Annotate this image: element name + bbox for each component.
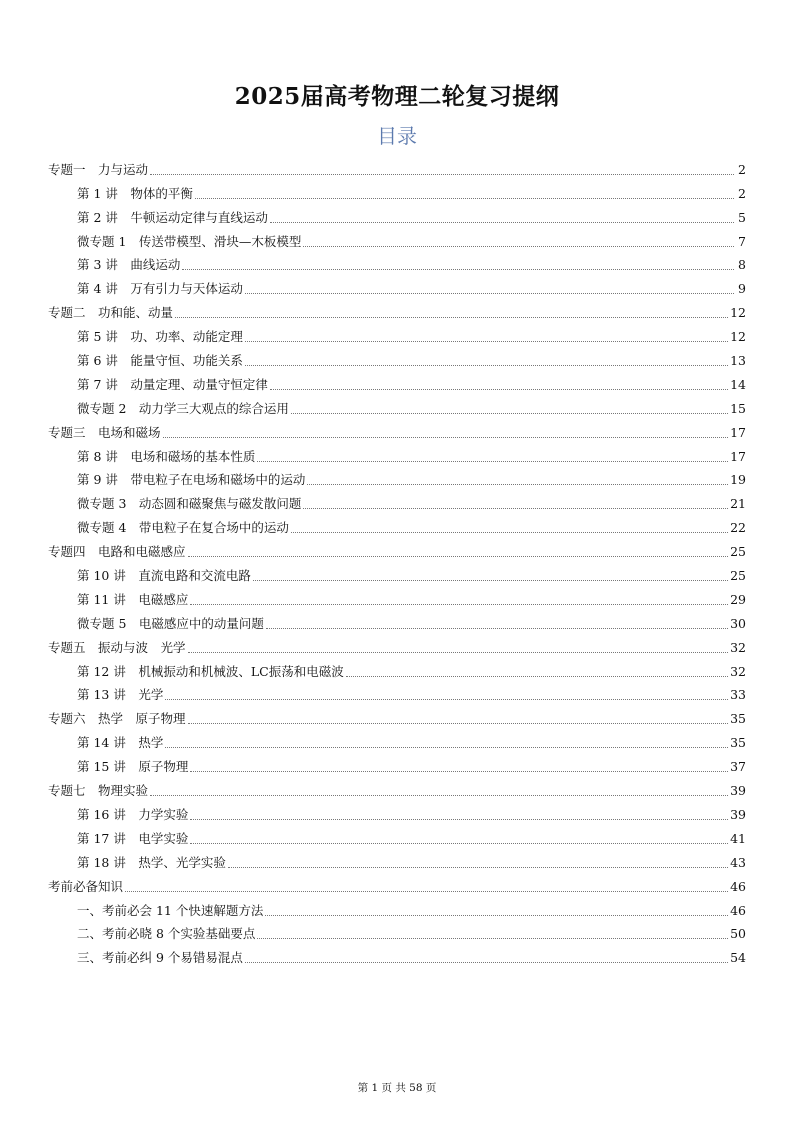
toc-entry[interactable] xyxy=(48,323,746,347)
toc-entry-page: 33 xyxy=(730,687,746,703)
toc-entry[interactable] xyxy=(48,897,746,921)
dot-leader xyxy=(245,341,728,342)
dot-leader xyxy=(188,652,729,653)
toc-entry-page: 12 xyxy=(730,305,746,321)
toc-entry-label: 专题六 热学 原子物理 xyxy=(48,711,186,727)
toc-entry[interactable] xyxy=(48,921,746,945)
toc-entry-label: 第 6 讲 能量守恒、功能关系 xyxy=(77,353,243,369)
dot-leader xyxy=(165,747,728,748)
toc-entry-page: 35 xyxy=(730,711,746,727)
toc-entry[interactable] xyxy=(48,514,746,538)
toc-entry[interactable] xyxy=(48,658,746,682)
toc-entry-page: 7 xyxy=(738,233,746,249)
dot-leader xyxy=(307,484,728,485)
toc-entry-label: 第 17 讲 电学实验 xyxy=(77,830,189,846)
dot-leader xyxy=(245,962,728,963)
dot-leader xyxy=(245,293,734,294)
document-title: 2025届高考物理二轮复习提纲 xyxy=(234,83,560,110)
dot-leader xyxy=(182,269,734,270)
dot-leader xyxy=(150,174,734,175)
dot-leader xyxy=(190,819,728,820)
toc-entry-page: 9 xyxy=(738,281,746,297)
toc-entry-page: 29 xyxy=(730,591,746,607)
toc-entry-page: 22 xyxy=(730,520,746,536)
toc-entry[interactable] xyxy=(48,156,746,180)
toc-entry[interactable] xyxy=(48,705,746,729)
dot-leader xyxy=(257,461,728,462)
dot-leader xyxy=(257,938,728,939)
toc-entry-label: 微专题 1 传送带模型、滑块—木板模型 xyxy=(77,233,302,249)
toc-entry-label: 微专题 5 电磁感应中的动量问题 xyxy=(77,615,264,631)
toc-entry-label: 第 5 讲 功、功率、动能定理 xyxy=(77,329,243,345)
toc-entry-page: 15 xyxy=(730,400,746,416)
dot-leader xyxy=(265,915,728,916)
toc-entry-page: 2 xyxy=(738,161,746,177)
toc-entry-label: 第 13 讲 光学 xyxy=(77,687,164,703)
dot-leader xyxy=(270,389,728,390)
dot-leader xyxy=(195,198,734,199)
toc-entry[interactable] xyxy=(48,419,746,443)
toc-entry-label: 微专题 3 动态圆和磁聚焦与磁发散问题 xyxy=(77,496,302,512)
toc-entry-page: 43 xyxy=(730,854,746,870)
toc-entry-page: 39 xyxy=(730,783,746,799)
toc-entry[interactable] xyxy=(48,682,746,706)
toc-entry[interactable] xyxy=(48,443,746,467)
dot-leader xyxy=(190,604,728,605)
toc-entry-page: 37 xyxy=(730,759,746,775)
dot-leader xyxy=(228,867,728,868)
dot-leader xyxy=(270,222,734,223)
toc-entry-page: 25 xyxy=(730,568,746,584)
toc-entry-label: 二、考前必晓 8 个实验基础要点 xyxy=(77,926,256,942)
dot-leader xyxy=(346,676,728,677)
toc-entry-label: 第 4 讲 万有引力与天体运动 xyxy=(77,281,243,297)
toc-entry-page: 25 xyxy=(730,544,746,560)
toc-entry[interactable] xyxy=(48,371,746,395)
dot-leader xyxy=(245,365,728,366)
toc-entry-label: 专题一 力与运动 xyxy=(48,161,149,177)
toc-entry-page: 5 xyxy=(738,209,746,225)
dot-leader xyxy=(291,413,728,414)
toc-entry-page: 32 xyxy=(730,663,746,679)
toc-entry-label: 专题三 电场和磁场 xyxy=(48,424,161,440)
toc-entry-label: 第 1 讲 物体的平衡 xyxy=(77,185,193,201)
toc-entry-page: 50 xyxy=(730,926,746,942)
toc-entry[interactable] xyxy=(48,299,746,323)
dot-leader xyxy=(188,556,729,557)
toc-entry-label: 第 3 讲 曲线运动 xyxy=(77,257,181,273)
dot-leader xyxy=(163,437,729,438)
toc-entry-page: 30 xyxy=(730,615,746,631)
toc-entry-label: 第 14 讲 热学 xyxy=(77,735,164,751)
dot-leader xyxy=(125,891,728,892)
toc-entry-page: 54 xyxy=(730,950,746,966)
toc-entry-label: 第 7 讲 动量定理、动量守恒定律 xyxy=(77,376,268,392)
toc-entry-label: 三、考前必纠 9 个易错易混点 xyxy=(77,950,243,966)
toc-entry[interactable] xyxy=(48,204,746,228)
toc-entry[interactable] xyxy=(48,395,746,419)
toc-entry-label: 第 11 讲 电磁感应 xyxy=(77,591,189,607)
toc-entry[interactable] xyxy=(48,275,746,299)
toc-entry-label: 微专题 2 动力学三大观点的综合运用 xyxy=(77,400,289,416)
toc-entry-page: 14 xyxy=(730,376,746,392)
toc-entry-label: 一、考前必会 11 个快速解题方法 xyxy=(77,902,264,918)
dot-leader xyxy=(266,628,728,629)
toc-entry[interactable] xyxy=(48,729,746,753)
toc-entry[interactable] xyxy=(48,634,746,658)
toc-entry[interactable] xyxy=(48,801,746,825)
toc-entry-page: 32 xyxy=(730,639,746,655)
dot-leader xyxy=(291,532,728,533)
toc-entry-page: 39 xyxy=(730,806,746,822)
toc-entry[interactable] xyxy=(48,562,746,586)
toc-entry[interactable] xyxy=(48,944,746,968)
dot-leader xyxy=(190,771,728,772)
dot-leader xyxy=(253,580,728,581)
toc-entry-page: 19 xyxy=(730,472,746,488)
toc-entry-label: 第 9 讲 带电粒子在电场和磁场中的运动 xyxy=(77,472,306,488)
toc-entry[interactable] xyxy=(48,252,746,276)
dot-leader xyxy=(190,843,728,844)
dot-leader xyxy=(150,795,728,796)
toc-entry-page: 17 xyxy=(730,424,746,440)
toc-entry-label: 专题五 振动与波 光学 xyxy=(48,639,186,655)
toc-entry-page: 46 xyxy=(730,878,746,894)
toc-entry-label: 专题二 功和能、动量 xyxy=(48,305,174,321)
toc-entry[interactable] xyxy=(48,228,746,252)
dot-leader xyxy=(175,317,728,318)
toc-entry-page: 17 xyxy=(730,448,746,464)
dot-leader xyxy=(303,508,728,509)
toc-entry-label: 考前必备知识 xyxy=(48,878,124,894)
toc-entry[interactable] xyxy=(48,610,746,634)
toc-entry[interactable] xyxy=(48,586,746,610)
toc-entry-label: 第 2 讲 牛顿运动定律与直线运动 xyxy=(77,209,268,225)
toc-entry-page: 35 xyxy=(730,735,746,751)
toc-entry[interactable] xyxy=(48,849,746,873)
toc-entry-label: 第 16 讲 力学实验 xyxy=(77,806,189,822)
toc-entry-page: 46 xyxy=(730,902,746,918)
toc-entry-label: 第 18 讲 热学、光学实验 xyxy=(77,854,226,870)
toc-entry-label: 第 12 讲 机械振动和机械波、LC振荡和电磁波 xyxy=(77,663,344,679)
table-of-contents xyxy=(48,156,746,968)
toc-entry-page: 8 xyxy=(738,257,746,273)
toc-entry[interactable] xyxy=(48,753,746,777)
toc-entry-label: 第 8 讲 电场和磁场的基本性质 xyxy=(77,448,256,464)
toc-entry[interactable] xyxy=(48,873,746,897)
toc-entry-label: 微专题 4 带电粒子在复合场中的运动 xyxy=(77,520,289,536)
dot-leader xyxy=(188,723,729,724)
toc-entry-page: 2 xyxy=(738,185,746,201)
toc-entry[interactable] xyxy=(48,825,746,849)
toc-heading: 目录 xyxy=(377,124,417,148)
toc-entry[interactable] xyxy=(48,467,746,491)
toc-entry[interactable] xyxy=(48,490,746,514)
toc-entry[interactable] xyxy=(48,538,746,562)
dot-leader xyxy=(165,699,728,700)
toc-entry-page: 13 xyxy=(730,353,746,369)
dot-leader xyxy=(303,246,734,247)
toc-entry[interactable] xyxy=(48,180,746,204)
toc-entry[interactable] xyxy=(48,347,746,371)
toc-entry-page: 21 xyxy=(730,496,746,512)
toc-entry-page: 12 xyxy=(730,329,746,345)
toc-entry-label: 专题四 电路和电磁感应 xyxy=(48,544,186,560)
page-footer: 第 1 页 共 58 页 xyxy=(357,1082,437,1094)
toc-entry-page: 41 xyxy=(730,830,746,846)
toc-entry-label: 第 15 讲 原子物理 xyxy=(77,759,189,775)
toc-entry[interactable] xyxy=(48,777,746,801)
toc-entry-label: 专题七 物理实验 xyxy=(48,783,149,799)
toc-entry-label: 第 10 讲 直流电路和交流电路 xyxy=(77,568,251,584)
